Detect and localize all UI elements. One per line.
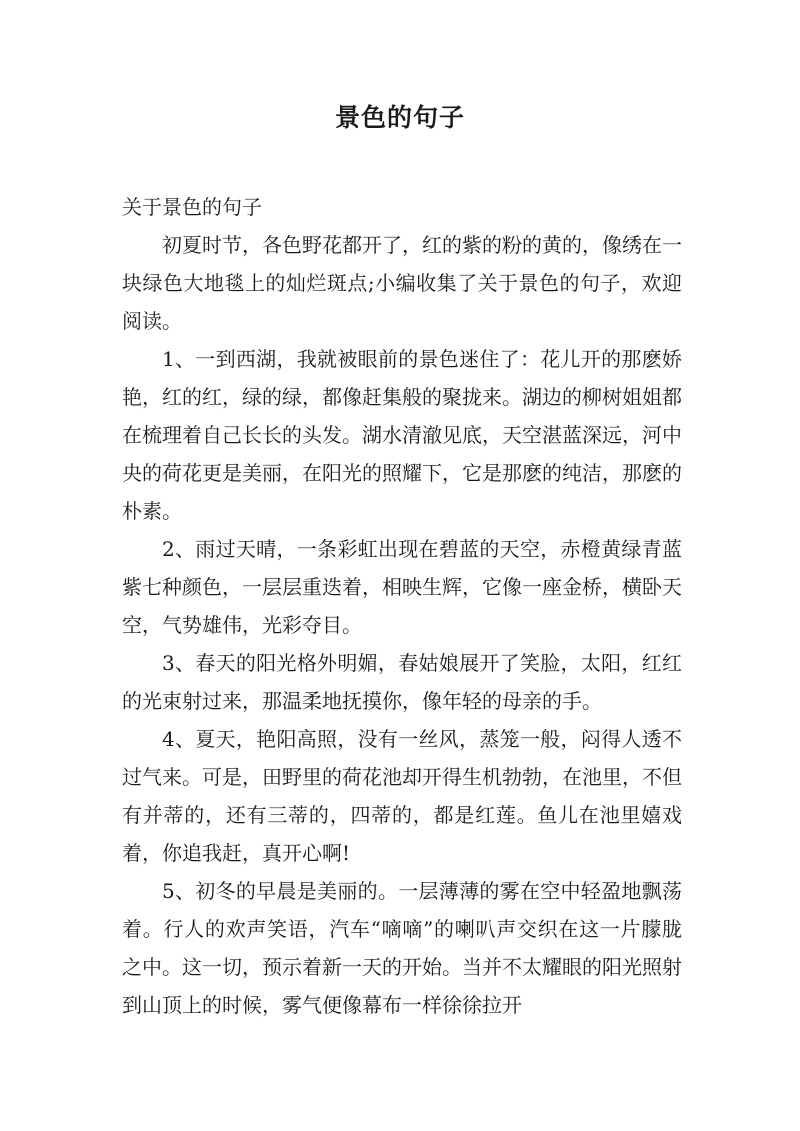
document-body [122,188,682,1024]
sentence-paragraph-3: 3、春天的阳光格外明媚，春姑娘展开了笑脸，太阳，红红的光束射过来，那温柔地抚摸你，像年轻的母亲的手。 [122,651,682,713]
sentence-paragraph-4: 4、夏天，艳阳高照，没有一丝风，蒸笼一般，闷得人透不过气来。可是，田野里的荷花池却开得生机勃勃，在池里，不但有并蒂的，还有三蒂的，四蒂的，都是红莲。鱼儿在池里嬉戏着，你追我赶，真开心啊! [122,727,682,865]
document-subtitle: 关于景色的句子 [122,195,262,219]
page-title: 景色的句子 [334,103,465,132]
sentence-paragraph-1: 1、一到西湖，我就被眼前的景色迷住了：花儿开的那麽娇艳，红的红，绿的绿，都像赶集般的聚拢来。湖边的柳树姐姐都在梳理着自己长长的头发。湖水清澈见底，天空湛蓝深远，河中央的荷花更是美丽，在阳光的照耀下，它是那麽的纯洁，那麽的朴素。 [122,347,682,523]
sentence-paragraph-2: 2、雨过天晴，一条彩虹出现在碧蓝的天空，赤橙黄绿青蓝紫七种颜色，一层层重迭着，相映生辉，它像一座金桥，横卧天空，气势雄伟，光彩夺目。 [122,537,682,637]
intro-paragraph: 初夏时节，各色野花都开了，红的紫的粉的黄的，像绣在一块绿色大地毯上的灿烂斑点;小编收集了关于景色的句子，欢迎阅读。 [122,233,682,333]
sentence-paragraph-5: 5、初冬的早晨是美丽的。一层薄薄的雾在空中轻盈地飘荡着。行人的欢声笑语，汽车“嘀嘀”的喇叭声交织在这一片朦胧之中。这一切，预示着新一天的开始。当并不太耀眼的阳光照射到山顶上的时候，雾气便像幕布一样徐徐拉开 [122,879,682,1017]
